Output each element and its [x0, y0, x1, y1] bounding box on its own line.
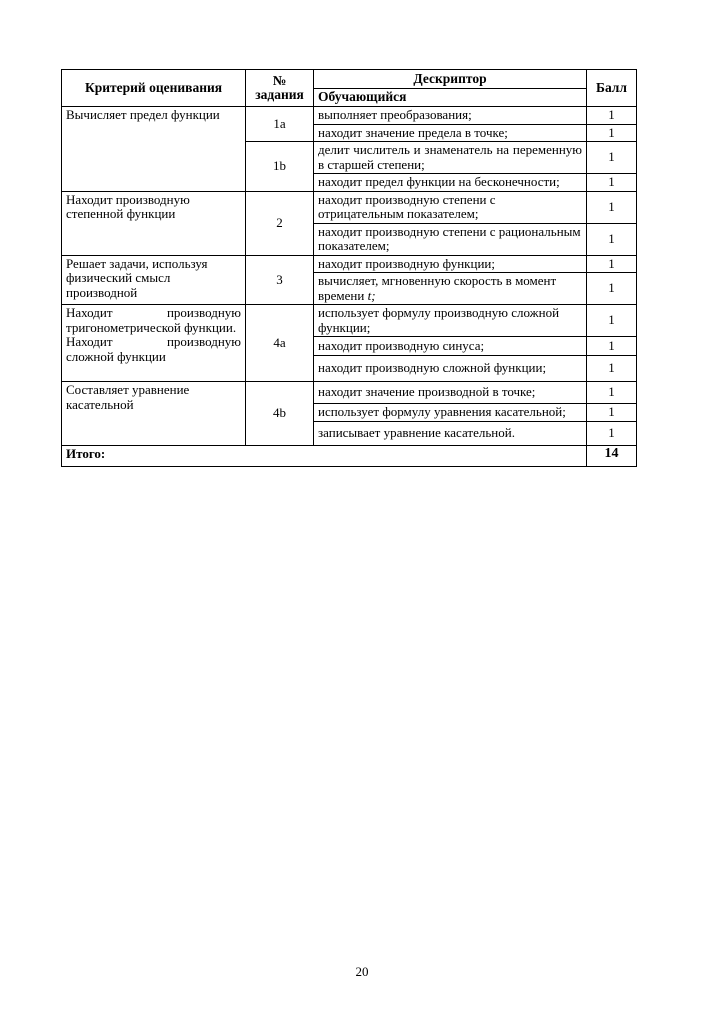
descriptor-cell: делит числитель и знаменатель на переменную в старшей степени;	[314, 142, 587, 174]
score-cell: 1	[587, 107, 637, 125]
task-number-header	[246, 70, 314, 107]
criterion-header: Критерий оценивания	[62, 70, 246, 107]
descriptor-cell: использует формулу производную сложной функции;	[314, 305, 587, 337]
descriptor-text: вычисляет, мгновенную скорость в момент времени	[318, 273, 557, 303]
criterion-cell: Вычисляет предел функции	[62, 107, 246, 192]
descriptor-cell: находит предел функции на бесконечности;	[314, 174, 587, 192]
descriptor-cell: находит производную сложной функции;	[314, 356, 587, 382]
descriptor-cell: находит значение предела в точке;	[314, 124, 587, 142]
score-cell: 1	[587, 356, 637, 382]
descriptor-cell: использует формулу уравнения касательной;	[314, 404, 587, 422]
descriptor-cell: находит значение производной в точке;	[314, 382, 587, 404]
criterion-cell: Составляет уравнение касательной	[62, 382, 246, 446]
score-cell: 1	[587, 255, 637, 273]
criterion-line: Находит производную	[66, 305, 241, 320]
score-cell: 1	[587, 305, 637, 337]
descriptor-cell: записывает уравнение касательной.	[314, 421, 587, 445]
total-score: 14	[587, 445, 637, 466]
time-variable: t;	[367, 287, 376, 303]
task-number-cell: 1b	[246, 142, 314, 192]
criterion-line: сложной функции	[66, 348, 166, 364]
criterion-line: Находит производную	[66, 334, 241, 349]
score-cell: 1	[587, 124, 637, 142]
table-row	[62, 382, 637, 404]
task-number-cell: 2	[246, 191, 314, 255]
score-cell: 1	[587, 191, 637, 223]
descriptor-header: Дескриптор	[314, 70, 587, 89]
page-number: 20	[355, 964, 369, 979]
learner-header: Обучающийся	[314, 89, 587, 107]
score-header: Балл	[587, 70, 637, 107]
task-number-word: задания	[255, 87, 304, 102]
table-row	[62, 305, 637, 337]
table-row	[62, 255, 637, 273]
score-cell: 1	[587, 273, 637, 305]
rubric-table	[61, 69, 637, 467]
task-number-sign: №	[272, 72, 287, 88]
descriptor-cell: находит производную синуса;	[314, 337, 587, 356]
score-cell: 1	[587, 382, 637, 404]
criterion-cell: Находит производную степенной функции	[62, 191, 246, 255]
score-cell: 1	[587, 142, 637, 174]
task-number-cell: 3	[246, 255, 314, 305]
score-cell: 1	[587, 337, 637, 356]
descriptor-cell: находит производную степени с рациональным показателем;	[314, 223, 587, 255]
task-number-cell: 4b	[246, 382, 314, 446]
score-cell: 1	[587, 223, 637, 255]
descriptor-cell: находит производную степени с отрицательным показателем;	[314, 191, 587, 223]
descriptor-cell	[314, 273, 587, 305]
task-number-cell: 4a	[246, 305, 314, 382]
score-cell: 1	[587, 174, 637, 192]
total-spacer	[246, 445, 587, 466]
table-row	[62, 107, 637, 125]
header-row	[62, 70, 637, 89]
criterion-line: тригонометрической функции.	[66, 319, 237, 335]
score-cell: 1	[587, 421, 637, 445]
descriptor-cell: находит производную функции;	[314, 255, 587, 273]
task-number-cell: 1a	[246, 107, 314, 142]
total-row	[62, 445, 637, 466]
descriptor-cell: выполняет преобразования;	[314, 107, 587, 125]
criterion-cell: Решает задачи, используя физический смысл производной	[62, 255, 246, 305]
criterion-cell	[62, 305, 246, 382]
assessment-rubric	[61, 69, 636, 467]
score-cell: 1	[587, 404, 637, 422]
total-label: Итого:	[62, 445, 246, 466]
table-row	[62, 191, 637, 223]
